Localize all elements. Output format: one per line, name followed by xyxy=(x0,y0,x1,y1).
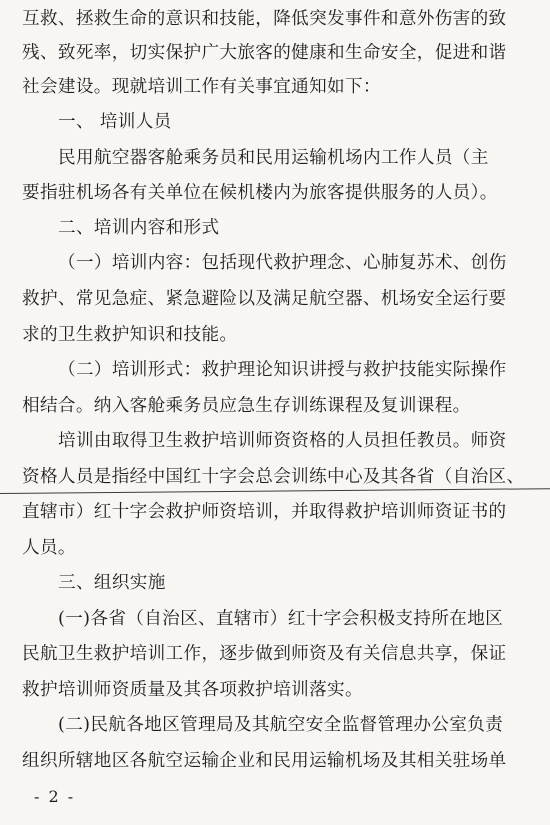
body-text-line: 要指驻机场各有关单位在候机楼内为旅客提供服务的人员）。 xyxy=(22,183,498,203)
body-text-line: 求的卫生救护知识和技能。 xyxy=(22,325,238,345)
body-text-line: 民用航空器客舱乘务员和民用运输机场内工作人员（主 xyxy=(58,148,489,168)
section-heading: 一、 培训人员 xyxy=(58,112,172,132)
section-heading: 二、培训内容和形式 xyxy=(58,218,220,238)
body-text-line: （一）培训内容：包括现代救护理念、心肺复苏术、创伤 xyxy=(58,253,507,273)
section-heading: 三、组织实施 xyxy=(58,573,166,593)
body-text-line: 救护培训师资质量及其各项救护培训落实。 xyxy=(22,680,363,700)
page-number: - 2 - xyxy=(34,787,76,806)
body-text-line: 人员。 xyxy=(22,538,76,558)
body-text-line: 相结合。纳入客舱乘务员应急生存训练课程及复训课程。 xyxy=(22,396,471,416)
body-text-line: （二）培训形式：救护理论知识讲授与救护技能实际操作 xyxy=(58,360,507,380)
body-text-line: 资格人员是指经中国红十字会总会训练中心及其各省（自治区、 xyxy=(22,467,525,487)
body-text-line: 救护、常见急症、紧急避险以及满足航空器、机场安全运行要 xyxy=(22,289,507,309)
body-text-line: 互救、拯救生命的意识和技能，降低突发事件和意外伤害的致 xyxy=(22,9,507,29)
body-text-line: 社会建设。现就培训工作有关事宜通知如下： xyxy=(22,77,381,97)
body-text-line: 组织所辖地区各航空运输企业和民用运输机场及其相关驻场单 xyxy=(22,751,507,771)
body-text-line: (二)民航各地区管理局及其航空安全监督管理办公室负责 xyxy=(58,715,504,735)
body-text-line: (一)各省（自治区、直辖市）红十字会积极支持所在地区 xyxy=(58,609,504,629)
body-text-line: 培训由取得卫生救护培训师资资格的人员担任教员。师资 xyxy=(58,431,507,451)
body-text-line: 民航卫生救护培训工作，逐步做到师资及有关信息共享，保证 xyxy=(22,644,507,664)
body-text-line: 直辖市）红十字会救护师资培训，并取得救护培训师资证书的 xyxy=(22,502,507,522)
body-text-line: 残、致死率，切实保护广大旅客的健康和生命安全，促进和谐 xyxy=(22,43,507,63)
